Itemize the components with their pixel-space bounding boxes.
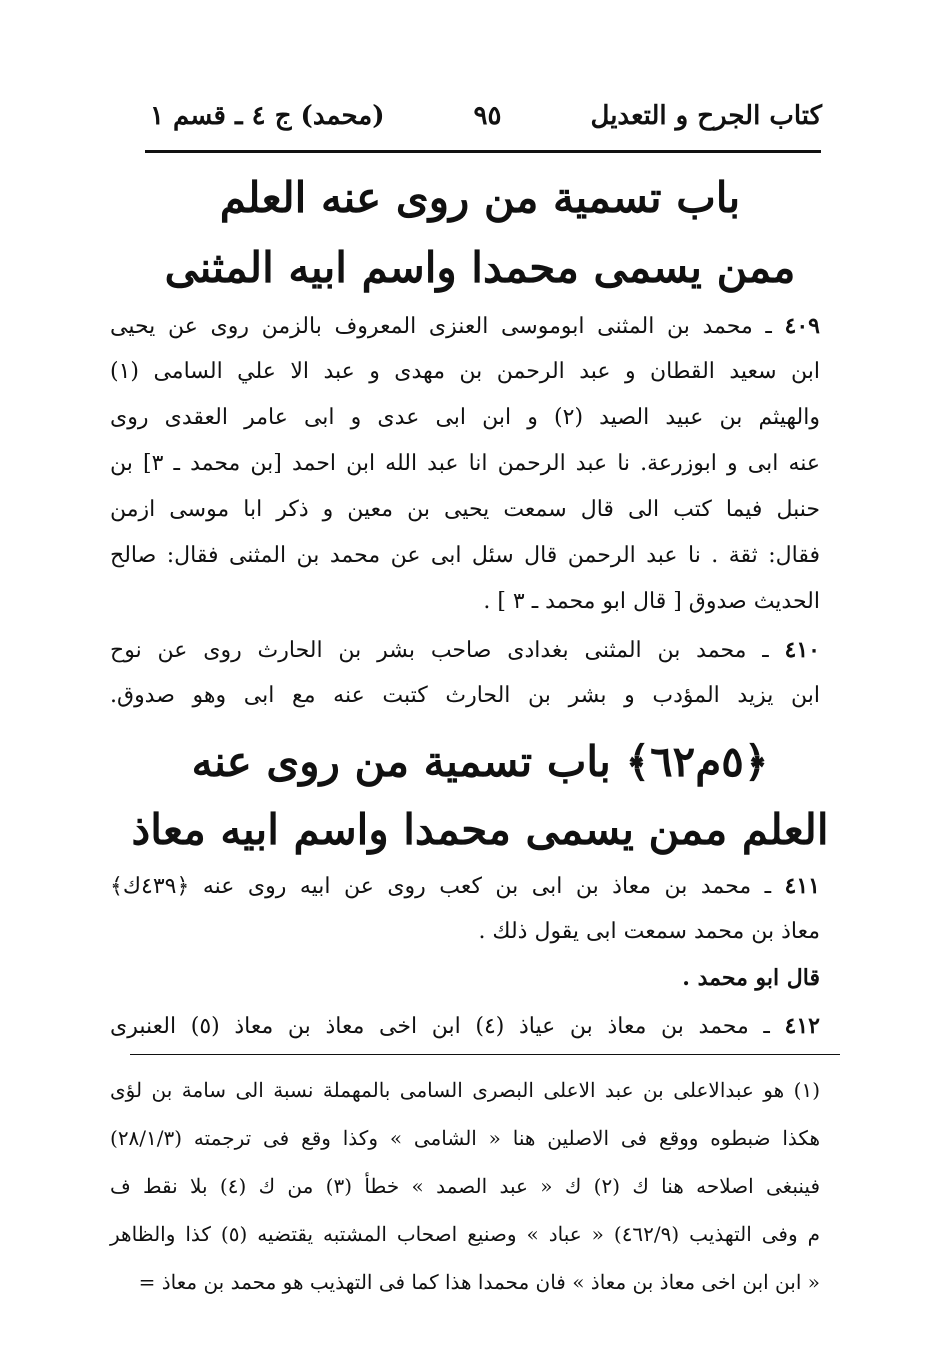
entry-number: ٤١١ xyxy=(784,873,820,899)
footnote-rule xyxy=(130,1054,840,1055)
page-header xyxy=(150,92,822,140)
section2-heading-line1: ﴿٥م٦٢﴾ باب تسمية من روى عنه xyxy=(191,737,769,786)
entry-411-line1: ٤١١ ـ محمد بن معاذ بن ابى بن كعب روى عن ابيه روى عنه ﴿٤٣٩ك﴾ xyxy=(110,873,820,899)
entry-409-line4: عنه ابى و ابوزرعة. نا عبد الرحمن انا عبد الله ابن احمد [بن محمد ـ ٣] بن xyxy=(110,451,820,476)
footnote-line1: (١) هو عبدالاعلى بن عبد الاعلى البصرى السامى بالمهملة نسبة الى سامة بن لؤى xyxy=(110,1078,820,1102)
book-title: كتاب الجرح و التعديل xyxy=(590,101,822,131)
entry-409-line2: ابن سعيد القطان و عبد الرحمن بن مهدى و عبد الا علي السامى (١) xyxy=(110,359,820,384)
footnote-line3: فينبغى اصلاحه هنا ك (٢) ك « عبد الصمد » خطأ (٣) من ك (٤) بلا نقط ف xyxy=(110,1174,820,1198)
section1-heading-line2: ممن يسمى محمدا واسم ابيه المثنى xyxy=(164,243,796,292)
entry-409-line7: الحديث صدوق [ قال ابو محمد ـ ٣ ] . xyxy=(483,589,820,614)
footnote-line5: « ابن ابن اخى معاذ بن معاذ » فان محمدا هذا كما فى التهذيب هو محمد بن معاذ = xyxy=(138,1270,820,1294)
entry-number: ٤١٢ xyxy=(784,1013,820,1039)
entry-411-line2: معاذ بن محمد سمعت ابى يقول ذلك . xyxy=(478,919,820,944)
entry-409-line5: حنبل فيما كتب الى قال سمعت يحيى بن معين و ذكر ابا موسى ازمن xyxy=(110,497,820,522)
entry-410-line2: ابن يزيد المؤدب و بشر بن الحارث كتبت عنه مع ابى وهو صدوق. xyxy=(110,683,820,708)
page-number: ٩٥ xyxy=(473,101,502,131)
entry-412-line1: ٤١٢ ـ محمد بن معاذ بن عياذ (٤) ابن اخى معاذ بن معاذ (٥) العنبرى xyxy=(110,1013,820,1039)
header-rule xyxy=(145,150,821,153)
footnote-line4: م وفى التهذيب (٤٦٢/٩) « عباد » وصنيع اصحاب المشتبه يقتضيه (٥) كذا والظاهر xyxy=(110,1222,820,1246)
section2-heading-line2: العلم ممن يسمى محمدا واسم ابيه معاذ xyxy=(131,805,829,854)
entry-409-line6: فقال: ثقة . نا عبد الرحمن قال سئل ابى عن محمد بن المثنى فقال: صالح xyxy=(110,543,820,568)
entry-410-line1: ٤١٠ ـ محمد بن المثنى بغدادى صاحب بشر بن الحارث روى عن نوح xyxy=(110,637,820,663)
entry-number: ٤١٠ xyxy=(784,637,820,663)
section1-heading-line1: باب تسمية من روى عنه العلم xyxy=(219,173,741,222)
entry-411-line3: قال ابو محمد . xyxy=(682,965,820,991)
section-label: (محمد) ج ٤ ـ قسم ١ xyxy=(150,101,385,131)
footnote-line2: هكذا ضبطوه ووقع فى الاصلين هنا « الشامى » وكذا وقع فى ترجمته (٢٨/١/٣) xyxy=(110,1126,820,1150)
entry-number: ٤٠٩ xyxy=(784,313,820,339)
entry-409-line3: والهيثم بن عبيد الصيد (٢) و ابن ابى عدى و ابى عامر العقدى روى xyxy=(110,405,820,430)
entry-409-line1: ٤٠٩ ـ محمد بن المثنى ابوموسى العنزى المعروف بالزمن روى عن يحيى xyxy=(110,313,820,339)
